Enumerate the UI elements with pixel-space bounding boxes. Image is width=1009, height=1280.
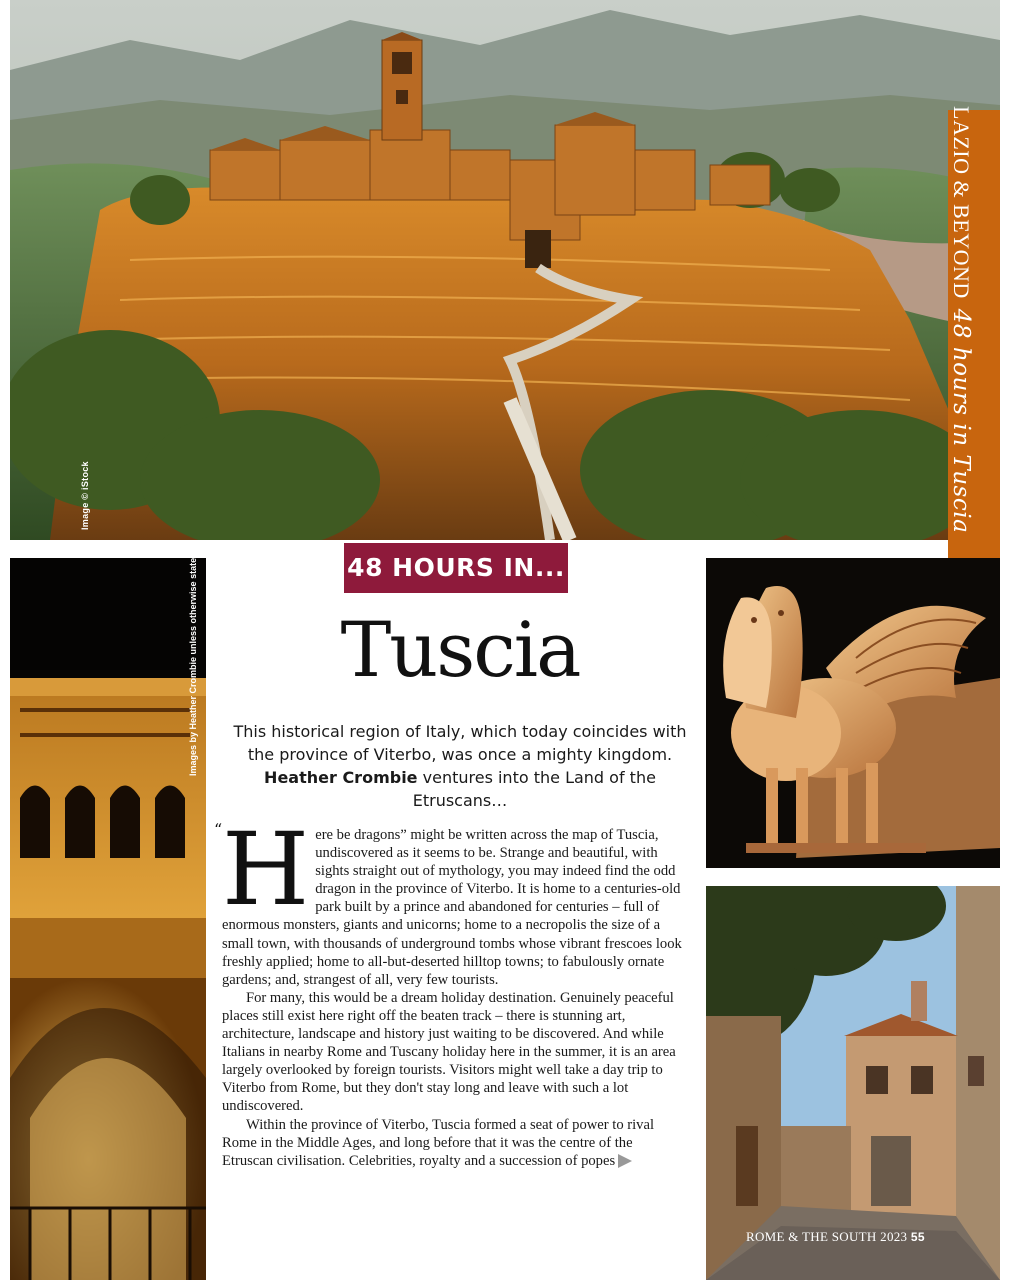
paragraph-2: For many, this would be a dream holiday destination. Genuinely peaceful places still exist here right off the beaten track – there is stunning art, architecture, landscape and history just waiting to be discovered. And while Italians in nearby Rome and Tuscany holiday here in the summer, it is an area largely overlooked by foreign tourists. Visitors might well take a day trip to Viterbo from Rome, but they don't stay long and leave with such a lot undiscovered. bbox=[222, 989, 676, 1115]
section-subject: 48 hours in Tuscia bbox=[948, 308, 974, 534]
hero-photo-credit: Image © iStock bbox=[80, 461, 90, 530]
hilltop-town-illustration bbox=[10, 0, 1000, 540]
continue-arrow-icon bbox=[618, 1154, 632, 1168]
village-street-illustration bbox=[706, 886, 1000, 1280]
paragraph-3-text: Within the province of Viterbo, Tuscia formed a seat of power to rival Rome in the Middle Ages, and long before that it was the centre of the Etruscan civilisation. Celebrities, royalty and a succession of popes bbox=[222, 1116, 655, 1169]
paragraph-1-text: ere be dragons” might be written across the map of Tuscia, undiscovered as it seems to be. Strange and beautiful, with sights straight out of mythology, you may indeed find the odd dragon in the province of Viterbo. It is home to a centuries-old park built by a prince and abandoned for centuries – full of enormous monsters, giants and unicorns; home to a necropolis the size of a small town, with thousands of underground tombs whose vibrant frescoes look freshly applied; home to all-but-deserted hilltop towns; to fabulously ornate gardens; and, strangest of all, very few tourists. bbox=[222, 827, 682, 988]
village-street-photo bbox=[706, 886, 1000, 1280]
palace-illustration bbox=[10, 558, 206, 1280]
author-name: Heather Crombie bbox=[264, 768, 418, 787]
hero-photo bbox=[10, 0, 1000, 540]
standfirst-text: This historical region of Italy, which today coincides with the province of Viterbo, was once a mighty kingdom. bbox=[233, 722, 687, 764]
article-title: Tuscia bbox=[340, 605, 580, 694]
page-number: 55 bbox=[910, 1230, 925, 1244]
winged-horses-photo bbox=[706, 558, 1000, 868]
photos-credit: Images by Heather Crombie unless otherwise stated bbox=[188, 552, 198, 776]
winged-horses-illustration bbox=[706, 558, 1000, 868]
palace-night-photo bbox=[10, 558, 206, 1280]
section-name: LAZIO & BEYOND bbox=[949, 106, 974, 299]
paragraph-3 bbox=[222, 1116, 682, 1170]
standfirst-tail: ventures into the Land of the Etruscans… bbox=[412, 768, 656, 810]
paragraph-1 bbox=[214, 811, 682, 989]
article-standfirst bbox=[222, 720, 698, 812]
publication-name: ROME & THE SOUTH 2023 bbox=[746, 1229, 908, 1244]
article-kicker: 48 HOURS IN... bbox=[344, 543, 568, 593]
article-body bbox=[214, 811, 682, 1170]
drop-cap-letter: H bbox=[222, 811, 310, 928]
drop-cap bbox=[214, 811, 310, 928]
drop-cap-quote: “ bbox=[214, 820, 223, 839]
page-folio bbox=[746, 1229, 925, 1245]
